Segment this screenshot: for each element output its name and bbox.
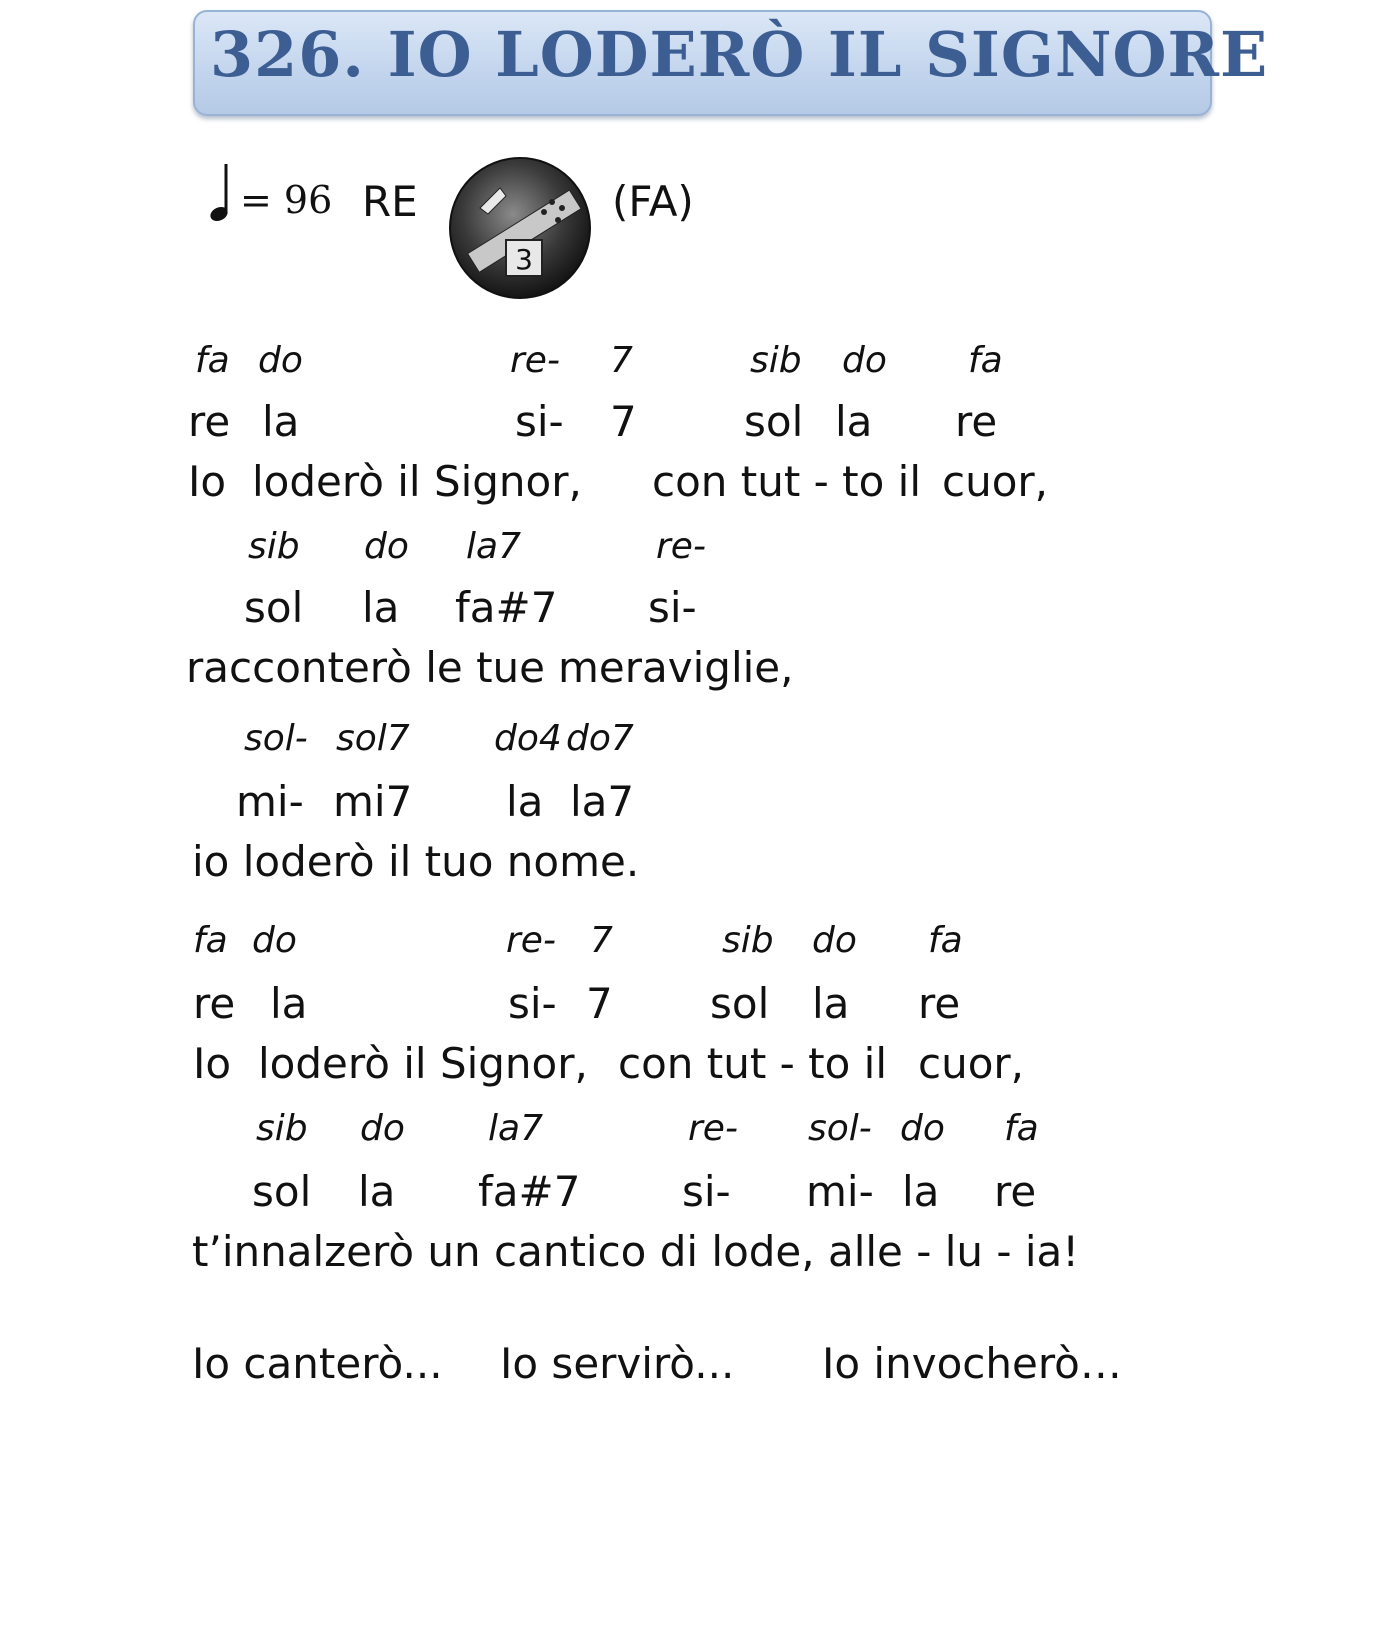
chord-12-4: sol- bbox=[808, 1108, 872, 1149]
chord-12-3: re- bbox=[688, 1108, 738, 1149]
alt-chord-13-3: si- bbox=[682, 1167, 731, 1216]
cd-number: 3 bbox=[515, 243, 533, 276]
chord-0-1: do bbox=[258, 340, 303, 381]
alt-chord-1-4: sol bbox=[744, 397, 804, 446]
alt-chord-13-6: re bbox=[994, 1167, 1037, 1216]
chord-6-1: sol7 bbox=[336, 718, 410, 759]
alt-chord-1-2: si- bbox=[515, 397, 564, 446]
alt-chord-7-2: la bbox=[506, 777, 544, 826]
alt-chord-1-3: 7 bbox=[610, 397, 637, 446]
chord-3-1: do bbox=[364, 526, 409, 567]
alt-chord-13-1: la bbox=[358, 1167, 396, 1216]
alt-chord-4-0: sol bbox=[244, 583, 304, 632]
chord-9-3: 7 bbox=[590, 920, 613, 961]
lyric-5-0: racconterò le tue bbox=[186, 643, 545, 692]
chord-6-0: sol- bbox=[244, 718, 308, 759]
chord-0-0: fa bbox=[195, 340, 230, 381]
alt-chord-4-1: la bbox=[362, 583, 400, 632]
alt-chord-13-2: fa#7 bbox=[478, 1167, 581, 1216]
tempo-value: = 96 bbox=[240, 178, 333, 222]
alt-chord-1-5: la bbox=[835, 397, 873, 446]
lyric-15-0: Io canterò... bbox=[192, 1339, 443, 1388]
alt-chord-10-3: 7 bbox=[586, 979, 613, 1028]
chord-0-2: re- bbox=[510, 340, 560, 381]
alt-chord-10-6: re bbox=[918, 979, 961, 1028]
alt-chord-10-4: sol bbox=[710, 979, 770, 1028]
chord-12-6: fa bbox=[1004, 1108, 1039, 1149]
alt-chord-10-0: re bbox=[193, 979, 236, 1028]
lyric-2-2: con tut - to il bbox=[652, 457, 922, 506]
alt-chord-7-1: mi7 bbox=[333, 777, 413, 826]
chord-9-6: fa bbox=[928, 920, 963, 961]
chord-12-1: do bbox=[360, 1108, 405, 1149]
chord-0-5: do bbox=[842, 340, 887, 381]
lyric-15-2: Io invocherò… bbox=[822, 1339, 1122, 1388]
alt-chord-1-0: re bbox=[188, 397, 231, 446]
chord-3-3: re- bbox=[656, 526, 706, 567]
lyric-11-0: Io bbox=[193, 1039, 232, 1088]
alt-chord-10-1: la bbox=[270, 979, 308, 1028]
chord-0-3: 7 bbox=[610, 340, 633, 381]
chord-9-2: re- bbox=[506, 920, 556, 961]
lyric-2-3: cuor, bbox=[942, 457, 1049, 506]
chord-9-5: do bbox=[812, 920, 857, 961]
alt-chord-13-0: sol bbox=[252, 1167, 312, 1216]
alt-chord-4-2: fa#7 bbox=[455, 583, 558, 632]
alt-chord-4-3: si- bbox=[648, 583, 697, 632]
chord-0-4: sib bbox=[750, 340, 802, 381]
lyric-2-0: Io bbox=[188, 457, 227, 506]
key-main: RE bbox=[362, 177, 418, 226]
quarter-note-icon bbox=[208, 162, 234, 224]
chord-3-2: la7 bbox=[466, 526, 521, 567]
alt-chord-13-4: mi- bbox=[806, 1167, 874, 1216]
lyric-11-2: con tut - to il bbox=[618, 1039, 888, 1088]
chord-6-3: do7 bbox=[566, 718, 634, 759]
lyric-11-1: loderò il Signor, bbox=[258, 1039, 588, 1088]
lyric-14-0: t’innalzerò un cantico di lode, alle - lu - ia! bbox=[192, 1227, 1080, 1276]
alt-chord-10-5: la bbox=[812, 979, 850, 1028]
alt-chord-1-1: la bbox=[262, 397, 300, 446]
tempo-key-row bbox=[200, 160, 720, 290]
chord-9-0: fa bbox=[193, 920, 228, 961]
alt-chord-7-0: mi- bbox=[236, 777, 304, 826]
alt-chord-13-5: la bbox=[902, 1167, 940, 1216]
key-alternative: (FA) bbox=[612, 177, 694, 226]
chord-3-0: sib bbox=[248, 526, 300, 567]
chord-12-0: sib bbox=[256, 1108, 308, 1149]
lyric-8-0: io loderò il tuo nome. bbox=[192, 837, 640, 886]
lyric-11-3: cuor, bbox=[918, 1039, 1025, 1088]
lyric-2-1: loderò il Signor, bbox=[252, 457, 582, 506]
alt-chord-10-2: si- bbox=[508, 979, 557, 1028]
chord-9-1: do bbox=[252, 920, 297, 961]
chord-0-6: fa bbox=[968, 340, 1003, 381]
alt-chord-7-3: la7 bbox=[570, 777, 635, 826]
chord-6-2: do4 bbox=[494, 718, 562, 759]
chord-12-5: do bbox=[900, 1108, 945, 1149]
lyric-5-1: meraviglie, bbox=[558, 643, 794, 692]
lyric-15-1: Io servirò... bbox=[500, 1339, 735, 1388]
chord-9-4: sib bbox=[722, 920, 774, 961]
cd-guitar-badge bbox=[440, 148, 600, 308]
alt-chord-1-6: re bbox=[955, 397, 998, 446]
song-title: 326. IO LODERÒ IL SIGNORE bbox=[210, 18, 1269, 91]
chord-12-2: la7 bbox=[488, 1108, 543, 1149]
